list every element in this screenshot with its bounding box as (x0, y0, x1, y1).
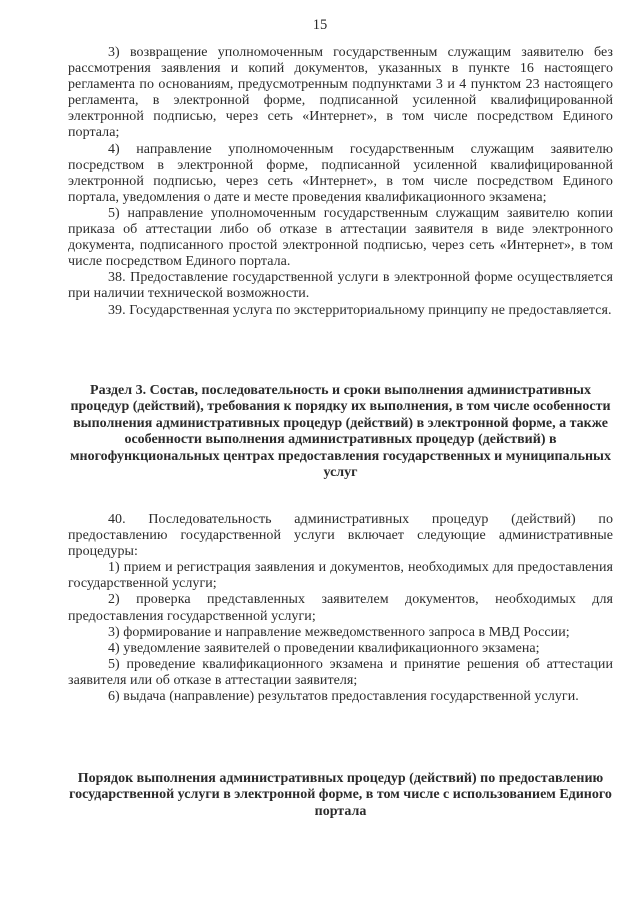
paragraph-block-lower (68, 512, 613, 705)
procedure-item-2: 2) проверка представленных заявителем документов, необходимых для предоставления государственной услуги; (68, 592, 613, 624)
electronic-procedures-heading: Порядок выполнения административных процедур (действий) по предоставлению государственной услуги в электронной форме, в том числе с использованием Единого портала (69, 771, 612, 819)
section-3-heading: Раздел 3. Состав, последовательность и сроки выполнения административных процедур (действий), требования к порядку их выполнения, в том числе особенности выполнения административных процедур (действий) в электронной форме, а также особенности выполнения административных процедур (действий) в многофункциональных центрах предоставления государственных и муниципальных услуг (70, 383, 611, 481)
procedure-item-3: 3) формирование и направление межведомственного запроса в МВД России; (108, 624, 570, 640)
paragraph-item-3-return: 3) возвращение уполномоченным государственным служащим заявителю без рассмотрения заявления и копий документов, указанных в пункте 16 настоящего регламента по основаниям, предусмотренным подпунктами 3 и 4 пунктом 23 настоящего регламента, в электронной форме, подписанной усиленной квалифицированной электронной подписью, через сеть «Интернет», в том числе посредством Единого портала; (68, 45, 613, 141)
procedure-item-4: 4) уведомление заявителей о проведении квалификационного экзамена; (108, 640, 540, 656)
paragraph-item-4-notification: 4) направление уполномоченным государственным служащим заявителю посредством в электронной форме, подписанной усиленной квалифицированной электронной подписью, через сеть «Интернет», в том числе посредством Единого портала, уведомления о дате и месте проведения квалификационного экзамена; (68, 141, 613, 205)
paragraph-40: 40. Последовательность административных процедур (действий) по предоставлению государственной услуги включает следующие административные процедуры: (68, 512, 613, 560)
procedure-item-1: 1) прием и регистрация заявления и документов, необходимых для предоставления государственной услуги; (68, 560, 613, 592)
procedure-item-6: 6) выдача (направление) результатов предоставления государственной услуги. (108, 689, 579, 705)
procedure-item-5: 5) проведение квалификационного экзамена и принятие решения об аттестации заявителя или об отказе в аттестации заявителя; (68, 656, 613, 688)
paragraph-38: 38. Предоставление государственной услуги в электронной форме осуществляется при наличии технической возможности. (68, 270, 613, 302)
page-number: 15 (312, 17, 328, 33)
paragraph-item-5-order-copy: 5) направление уполномоченным государственным служащим заявителю копии приказа об аттестации либо об отказе в аттестации заявителя в виде электронного документа, подписанного простой электронной подписью, через сеть «Интернет», в том числе посредством Единого портала. (68, 205, 613, 270)
paragraph-39: 39. Государственная услуга по экстерриториальному принципу не предоставляется. (108, 302, 612, 318)
paragraph-block-upper (68, 45, 613, 319)
